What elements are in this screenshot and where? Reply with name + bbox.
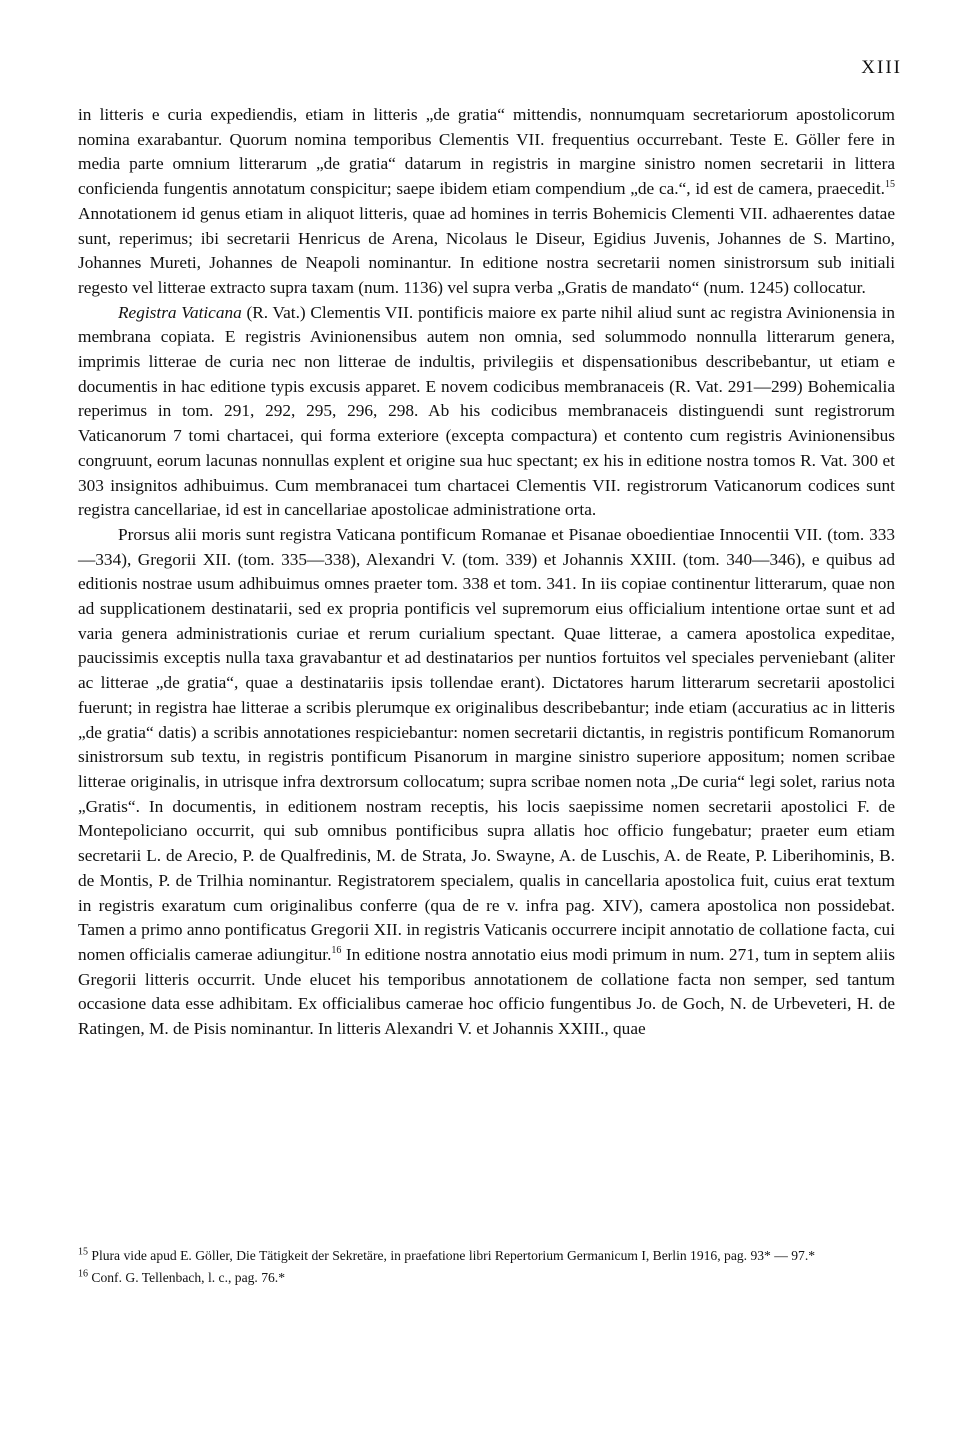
footnote-number: 15 xyxy=(78,1246,88,1258)
footnote-ref-15: 15 xyxy=(885,179,895,191)
footnote-text: Conf. G. Tellenbach, l. c., pag. 76.* xyxy=(88,1269,285,1285)
paragraph-3-part-a: Prorsus alii moris sunt registra Vaticana pontificum Romanae et Pisanae oboedientiae Innocentii VII. (tom. 333—334), Gregorii XII. (tom. 335—338), Alexandri V. (tom. 339) et Johannis XXIII. (tom. 340—346), e quibus ad editionis nostrae usum adhibuimus omnes praeter tom. 338 et tom. 341. In iis copiae continentur litterarum, quae non ad supplicationem destinatarii, sed ex propria pontificis vel supremorum eius officialium intentione ortae sunt et ad varia genera administrationis curiae et rerum curialium spectant. Quae litterae, a camera apostolica expeditae, paucissimis exceptis nulla taxa gravabantur et ad destinatarios per nuntios fortuitos vel speciales perveniebant (aliter ac litterae „de gratia“, quae a destinatariis ipsis tollendae erant). Dictatores harum litterarum secretarii apostolici fuerunt; in registra hae litterae a scribis plerumque ex originalibus describebantur; inde etiam (accuratius ac in litteris „de gratia“ datis) a scribis annotationes respiciebantur: nomen secretarii dictantis, in registris pontificum Romanorum sinistrorsum sub textu, in registris pontificum Pisanorum in margine sinistro superiore appositum; nomen scribae litterae originalis, in utrisque infra dextrorsum collocatum; supra scribae nomen nota „De curia“ legi solet, rarius nota „Gratis“. In documentis, in editionem nostram receptis, his locis saepissime nomen secretarii apostolici F. de Montepoliciano occurrit, qui sub omnibus pontificibus supra allatis hoc officio fungebatur; praeter eum etiam secretarii L. de Arecio, P. de Qualfredinis, M. de Strata, Jo. Swayne, A. de Luschis, A. de Reate, P. Liberihominis, B. de Montis, P. de Trilhia nominantur. Registratorem specialem, qualis in cancellaria apostolica fuit, cuius erat textum in registris exaratum cum originalibus conferre (qua de re v. infra pag. XIV), camera apostolica non possidebat. Tamen a primo anno pontificatus Gregorii XII. in registris Vaticanis occurrere incipit annotatio de collatione facta, cui nomen officialis camerae adiungitur. xyxy=(78,524,895,964)
page-number: XIII xyxy=(861,57,902,78)
registra-vaticana-heading: Registra Vaticana xyxy=(118,302,242,322)
paragraph-3-part-b: In editione nostra annotatio eius modi primum in num. 271, tum in septem aliis Gregorii litteris occurrit. Unde elucet his temporibus annotationem de collatione facta non semper, sed tantum occasione data esse adhibitam. Ex officialibus camerae hoc officio fungentibus Jo. de Goch, N. de Urbeveteri, H. de Ratingen, M. de Pisis nominantur. In litteris Alexandri V. et Johannis XXIII., quae xyxy=(78,944,895,1039)
footnote-text: Plura vide apud E. Göller, Die Tätigkeit der Sekretäre, in praefatione libri Repertorium Germanicum I, Berlin 1916, pag. 93* — 97.* xyxy=(88,1248,816,1263)
footnote-ref-16: 16 xyxy=(331,945,342,957)
paragraph-1-part-b: Annotationem id genus etiam in aliquot litteris, quae ad homines in terris Bohemicis Clementi VII. adhaerentes datae sunt, reperimus; ibi secretarii Henricus de Arena, Nicolaus le Diseur, Egidius Juvenis, Johannes de S. Martino, Johannes Mureti, Johannes de Neapoli nominantur. In editione nostra secretarii nomen sinistrorsum sub initiali regesto vel litterae extracto supra taxam (num. 1136) vel supra verba „Gratis de mandato“ (num. 1245) collocatur. xyxy=(78,203,895,297)
paragraph-1-part-a: in litteris e curia expediendis, etiam in litteris „de gratia“ mittendis, nonnumquam secretariorum apostolicorum nomina exarabantur. Quorum nomina temporibus Clementis VII. frequentius occurrebant. Teste E. Göller fere in media parte omnium litterarum „de gratia“ datarum in registris in margine sinistro nomen secretarii in littera conficienda fungentis annotatum conspicitur; saepe ibidem etiam compendium „de ca.“, id est de camera, praecedit. xyxy=(78,105,895,199)
footnote-number: 16 xyxy=(78,1267,88,1279)
body-text xyxy=(78,103,895,1042)
footnote-16 xyxy=(78,1267,895,1289)
paragraph-3 xyxy=(78,523,895,1042)
footnote-15 xyxy=(78,1245,895,1267)
paragraph-2 xyxy=(78,301,895,523)
footnotes xyxy=(78,1245,895,1288)
paragraph-1 xyxy=(78,103,895,301)
paragraph-2-text: (R. Vat.) Clementis VII. pontificis maiore ex parte nihil aliud sunt ac registra Avinionensia in membrana copiata. E registris Avinionensibus autem non omnia, sed solummodo nonnulla litterarum genera, imprimis litterae de curia nec non litterae de indultis, privilegiis et dispensationibus describebantur, ut etiam e documentis in hac editione typis excusis apparet. E novem codicibus membranaceis (R. Vat. 291—299) Bohemicalia reperimus in tom. 291, 292, 295, 296, 298. Ab his codicibus membranaceis distinguendi sunt registrorum Vaticanorum 7 tomi chartacei, qui forma exteriore (excepta compactura) et contento cum registris Avinionensibus congruunt, eorum lacunas nonnullas explent et origine sua huc spectant; ex his in editione nostra tomos R. Vat. 300 et 303 insignitos adhibuimus. Cum membranacei tum chartacei Clementis VII. registrorum Vaticanorum codices sunt registra cancellariae, id est in cancellariae apostolicae administratione orta. xyxy=(78,302,895,520)
